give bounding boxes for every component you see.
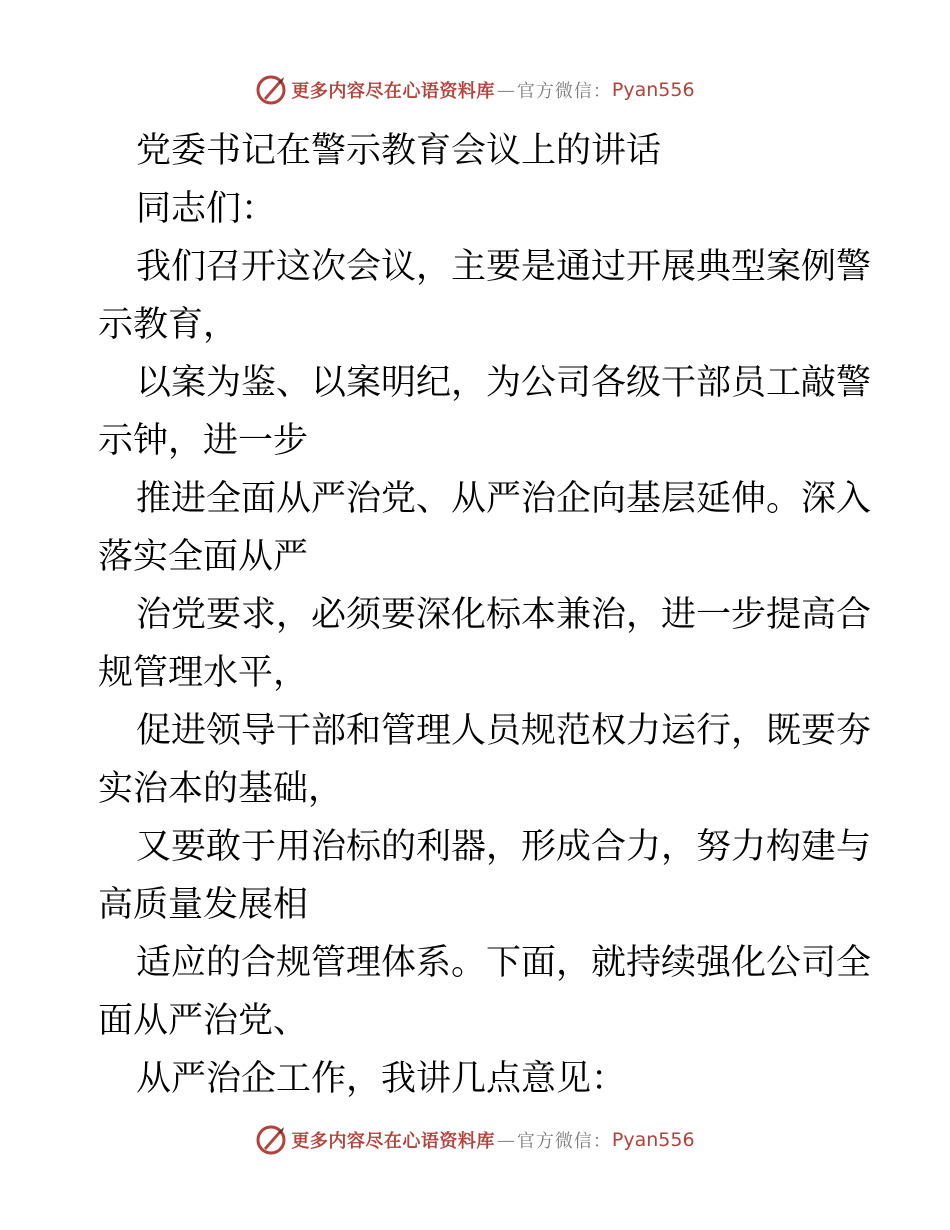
watermark-separator: — <box>496 79 515 101</box>
text-line: 高质量发展相 <box>98 885 309 925</box>
watermark-wechat-id: Pyan556 <box>611 1129 695 1151</box>
text-line: 从严治企工作，我讲几点意见： <box>136 1059 627 1099</box>
text-line: 示钟，进一步 <box>98 421 309 461</box>
text-line: 促进领导干部和管理人员规范权力运行，既要夯 <box>136 711 872 751</box>
watermark-separator: — <box>496 1129 515 1151</box>
text-line: 又要敢于用治标的利器，形成合力，努力构建与 <box>136 827 872 867</box>
quill-logo-icon <box>255 74 287 106</box>
watermark-brand: 更多内容尽在心语资料库 <box>291 1131 495 1152</box>
watermark-wechat-label: 官方微信： <box>516 1131 612 1152</box>
text-line: 推进全面从严治党、从严治企向基层延伸。深入 <box>136 479 872 519</box>
text-line: 适应的合规管理体系。下面，就持续强化公司全 <box>136 943 872 983</box>
text-line: 落实全面从严 <box>98 537 309 577</box>
document-body <box>98 122 872 1108</box>
watermark-brand: 更多内容尽在心语资料库 <box>291 81 495 102</box>
document-title: 党委书记在警示教育会议上的讲话 <box>136 131 662 171</box>
text-line: 面从严治党、 <box>98 1001 309 1041</box>
text-line: 治党要求，必须要深化标本兼治，进一步提高合 <box>136 595 872 635</box>
text-line: 实治本的基础， <box>98 769 344 809</box>
text-line: 以案为鉴、以案明纪，为公司各级干部员工敲警 <box>136 363 872 403</box>
text-line: 示教育， <box>98 305 239 345</box>
quill-logo-icon <box>255 1124 287 1156</box>
text-line: 同志们： <box>136 189 277 229</box>
text-line: 我们召开这次会议，主要是通过开展典型案例警 <box>136 247 872 287</box>
watermark-wechat-id: Pyan556 <box>611 79 695 101</box>
watermark-footer <box>0 1120 950 1160</box>
watermark-header <box>0 70 950 110</box>
text-line: 规管理水平， <box>98 653 309 693</box>
watermark-wechat-label: 官方微信： <box>516 81 612 102</box>
